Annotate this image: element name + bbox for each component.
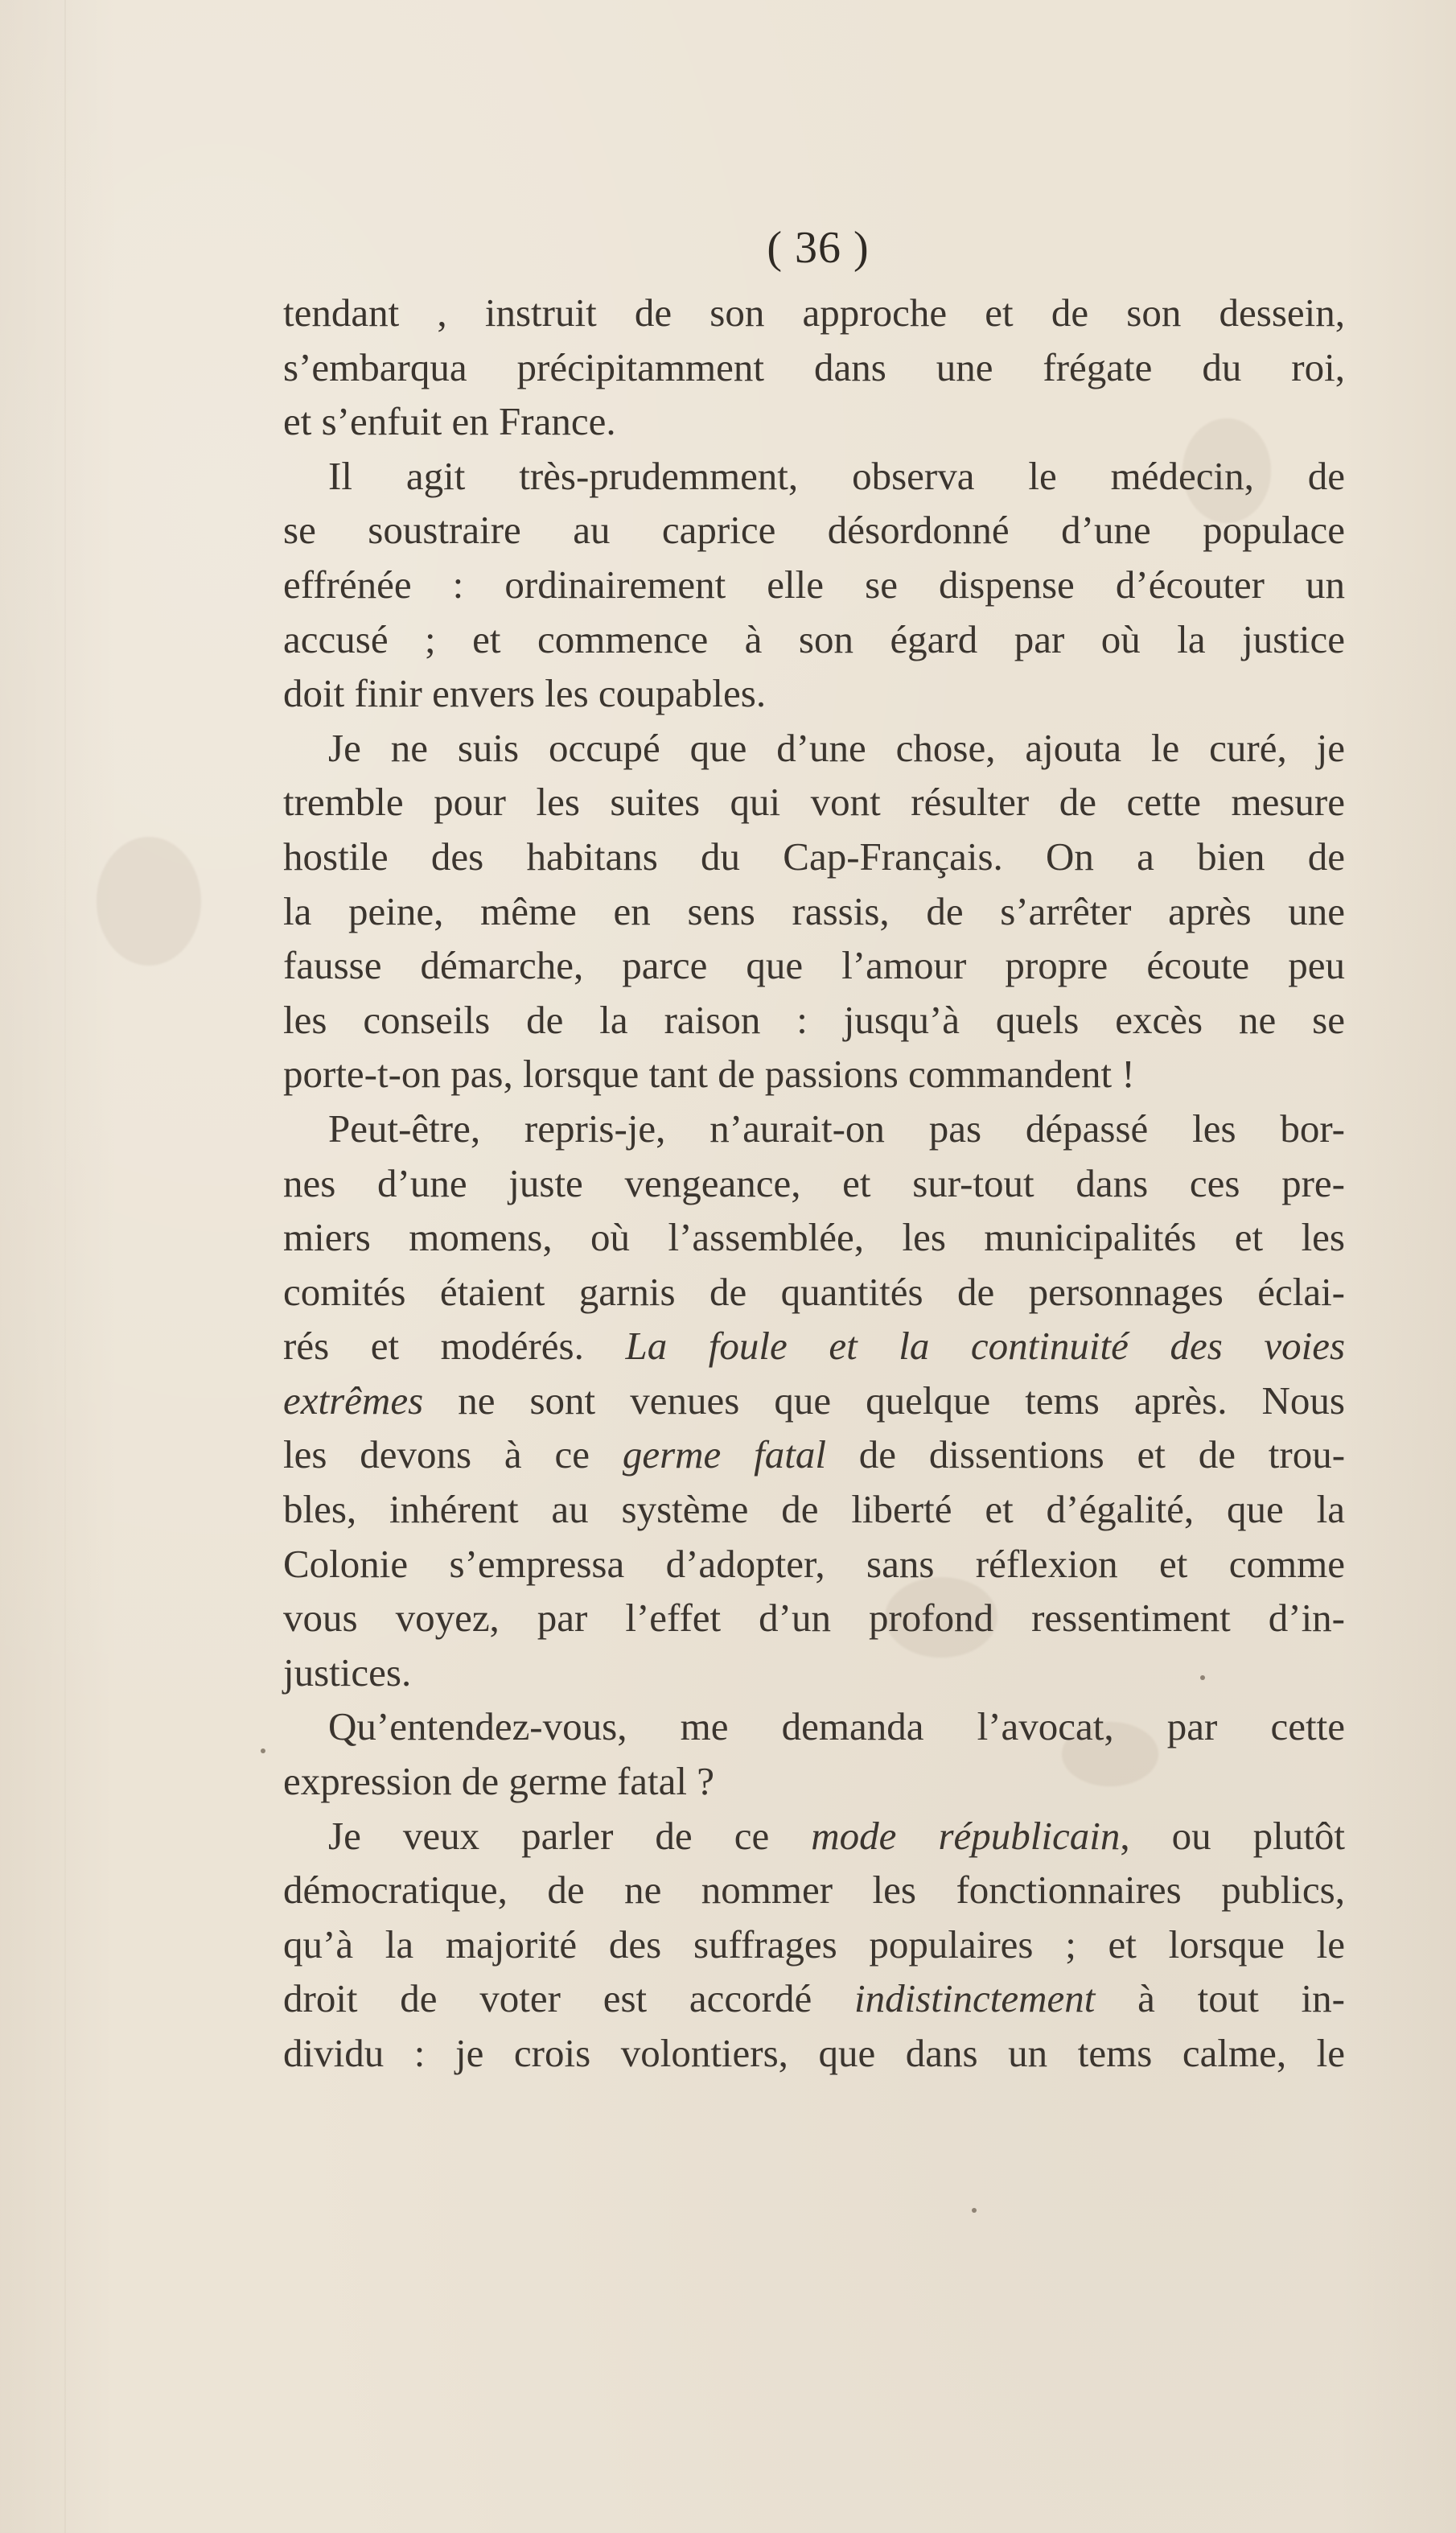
text-segment: , ou plutôt	[1120, 1813, 1346, 1858]
text-line: la peine, même en sens rassis, de s’arrêter après une	[283, 888, 1345, 933]
paper-stain	[97, 837, 201, 966]
text-line: les conseils de la raison : jusqu’à quels excès ne se	[283, 997, 1345, 1042]
text-line-mixed	[283, 1809, 1345, 1864]
text-line: se soustraire au caprice désordonné d’une populace	[283, 508, 1345, 553]
text-line: bles, inhérent au système de liberté et d’égalité, que la	[283, 1487, 1345, 1532]
text-segment: les devons à ce	[283, 1432, 590, 1477]
text-line: et s’enfuit en France.	[283, 399, 616, 444]
italic-phrase: indistinctement	[853, 1976, 1096, 2021]
text-line: fausse démarche, parce que l’amour propre écoute peu	[283, 943, 1345, 988]
paper-speck	[972, 2208, 977, 2213]
text-line: expression de germe fatal ?	[283, 1759, 715, 1804]
text-line: qu’à la majorité des suffrages populaires ; et lorsque le	[283, 1921, 1345, 1967]
text-line: porte-t-on pas, lorsque tant de passions commandent !	[283, 1052, 1135, 1097]
text-segment: de dissentions et de trou-	[858, 1432, 1346, 1477]
text-line: doit finir envers les coupables.	[283, 671, 767, 716]
text-line: effrénée : ordinairement elle se dispense d’écouter un	[283, 562, 1345, 607]
text-segment: à tout in-	[1137, 1976, 1345, 2021]
text-line-mixed	[283, 1971, 1345, 2026]
text-line: Il agit très-prudemment, observa le médecin, de	[328, 453, 1345, 498]
text-line: justices.	[283, 1650, 412, 1695]
text-line-mixed	[283, 1374, 1345, 1428]
text-line-mixed	[283, 1319, 1345, 1374]
text-line: démocratique, de ne nommer les fonctionnaires publics,	[283, 1868, 1345, 1913]
text-line: Qu’entendez-vous, me demanda l’avocat, par cette	[328, 1704, 1345, 1749]
italic-phrase: La foule et la continuité des voies	[625, 1324, 1346, 1369]
page-text	[283, 286, 1345, 2081]
text-line: Colonie s’empressa d’adopter, sans réflexion et comme	[283, 1541, 1345, 1586]
paper-crease	[64, 0, 66, 2533]
text-segment: rés et modérés.	[283, 1324, 584, 1369]
italic-phrase: mode républicain	[811, 1813, 1121, 1858]
text-line: comités étaient garnis de quantités de personnages éclai-	[283, 1269, 1345, 1314]
text-line: nes d’une juste vengeance, et sur-tout dans ces pre-	[283, 1160, 1345, 1205]
text-line: vous voyez, par l’effet d’un profond ressentiment d’in-	[283, 1596, 1345, 1641]
italic-phrase: germe fatal	[622, 1432, 826, 1477]
paper-speck	[261, 1748, 265, 1753]
text-line: hostile des habitans du Cap-Français. On a bien de	[283, 834, 1345, 879]
text-line: Peut-être, repris-je, n’aurait-on pas dépassé les bor-	[328, 1106, 1345, 1151]
text-line-mixed	[283, 1427, 1345, 1482]
text-segment: droit de voter est accordé	[283, 1976, 812, 2021]
text-line: tendant , instruit de son approche et de son dessein,	[283, 290, 1345, 335]
text-line: s’embarqua précipitamment dans une frégate du roi,	[283, 344, 1345, 389]
text-line: tremble pour les suites qui vont résulter de cette mesure	[283, 780, 1345, 825]
page-number: ( 36 )	[767, 223, 870, 273]
text-line: dividu : je crois volontiers, que dans un tems calme, le	[283, 2031, 1345, 2075]
text-line: Je ne suis occupé que d’une chose, ajouta le curé, je	[328, 725, 1345, 770]
text-segment: Je veux parler de ce	[328, 1813, 770, 1858]
text-line: accusé ; et commence à son égard par où la justice	[283, 616, 1345, 661]
text-line: miers momens, où l’assemblée, les municipalités et les	[283, 1215, 1345, 1260]
italic-phrase: extrêmes	[283, 1378, 424, 1423]
text-segment: ne sont venues que quelque tems après. Nous	[458, 1378, 1345, 1423]
